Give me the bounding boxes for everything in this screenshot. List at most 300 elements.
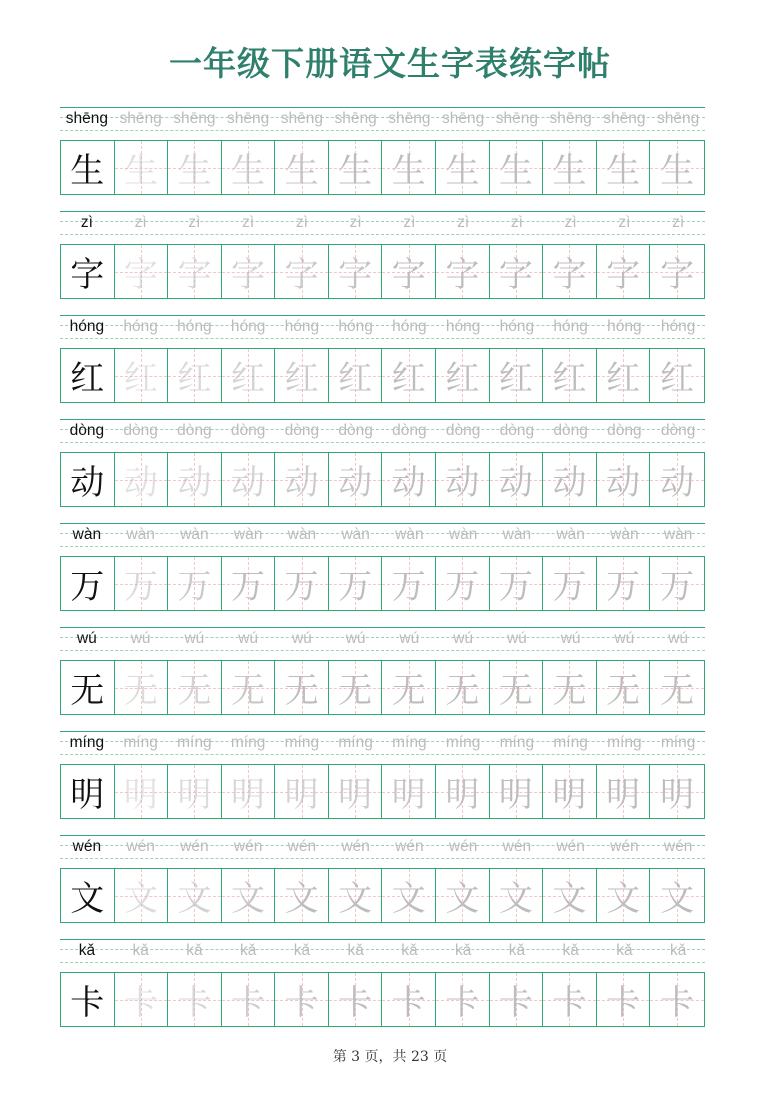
pinyin-label: wén [180, 838, 209, 855]
char-glyph: 明 [660, 775, 695, 815]
trace-cell[interactable] [168, 453, 222, 506]
pinyin-label: hóng [445, 318, 481, 335]
trace-cell[interactable] [490, 973, 544, 1026]
trace-cell[interactable] [115, 765, 169, 818]
trace-cell[interactable] [382, 661, 436, 714]
char-glyph: 动 [177, 463, 212, 503]
pinyin-label: kǎ [347, 942, 364, 959]
trace-cell[interactable] [597, 869, 651, 922]
pinyin-label: kǎ [669, 942, 687, 959]
char-glyph: 文 [498, 879, 533, 919]
char-glyph: 动 [338, 463, 373, 503]
pinyin-label: shēng [119, 110, 162, 127]
pinyin-label: hóng [553, 318, 588, 335]
trace-cell[interactable] [382, 349, 436, 402]
trace-cell[interactable] [650, 869, 704, 922]
char-glyph: 无 [70, 671, 105, 711]
char-glyph: 字 [391, 255, 426, 295]
pinyin-label: kǎ [186, 942, 203, 959]
trace-cell[interactable] [168, 661, 222, 714]
char-glyph: 字 [284, 255, 319, 295]
pinyin-label: hóng [230, 318, 266, 335]
trace-cell[interactable] [275, 453, 329, 506]
page-title: 一年级下册语文生字表练字帖 [169, 44, 611, 83]
char-glyph: 生 [231, 151, 266, 191]
model-cell [61, 765, 115, 818]
char-glyph: 生 [70, 151, 105, 191]
char-section-0 [60, 107, 705, 199]
char-glyph: 明 [123, 775, 158, 815]
writing-grid [60, 140, 705, 195]
trace-cell[interactable] [490, 661, 544, 714]
pinyin-label: wén [610, 838, 639, 855]
trace-cell[interactable] [543, 557, 597, 610]
char-glyph: 无 [284, 671, 319, 711]
char-glyph: 生 [123, 151, 158, 191]
writing-grid [60, 556, 705, 611]
char-glyph: 万 [498, 567, 533, 607]
trace-cell[interactable] [650, 141, 704, 194]
pinyin-label: dòng [338, 422, 373, 439]
trace-cell[interactable] [168, 245, 222, 298]
pinyin-label: dòng [123, 422, 158, 439]
char-glyph: 万 [231, 567, 266, 607]
pinyin-label: wén [126, 838, 155, 855]
pinyin-label: shēng [227, 110, 270, 127]
trace-cell[interactable] [597, 973, 651, 1026]
trace-cell[interactable] [168, 557, 222, 610]
trace-cell[interactable] [329, 765, 383, 818]
pinyin-label: hóng [338, 318, 373, 335]
char-glyph: 红 [445, 359, 480, 399]
pinyin-label: míng [338, 734, 373, 751]
trace-cell[interactable] [329, 661, 383, 714]
char-glyph: 卡 [123, 983, 158, 1023]
trace-cell[interactable] [382, 869, 436, 922]
trace-cell[interactable] [115, 869, 169, 922]
char-glyph: 生 [552, 151, 587, 191]
char-glyph: 明 [231, 775, 266, 815]
char-glyph: 动 [498, 463, 533, 503]
char-glyph: 红 [123, 359, 158, 399]
pinyin-label: zì [403, 214, 416, 231]
trace-cell[interactable] [436, 245, 490, 298]
trace-cell[interactable] [597, 141, 651, 194]
char-glyph: 卡 [284, 983, 319, 1023]
pinyin-label: wàn [556, 526, 585, 543]
char-glyph: 文 [123, 879, 158, 919]
pinyin-label: wén [556, 838, 585, 855]
pinyin-row [60, 110, 705, 128]
char-glyph: 生 [177, 151, 212, 191]
trace-cell[interactable] [222, 557, 276, 610]
pinyin-row [60, 734, 705, 752]
pinyin-label: wén [502, 838, 532, 855]
trace-cell[interactable] [382, 973, 436, 1026]
pinyin-label: wén [663, 838, 693, 855]
trace-cell[interactable] [543, 245, 597, 298]
trace-cell[interactable] [329, 557, 383, 610]
char-section-5 [60, 627, 705, 719]
char-glyph: 万 [123, 567, 158, 607]
char-glyph: 卡 [177, 983, 212, 1023]
char-glyph: 字 [445, 255, 480, 295]
trace-cell[interactable] [597, 453, 651, 506]
char-section-1 [60, 211, 705, 303]
writing-grid [60, 452, 705, 507]
trace-cell[interactable] [275, 141, 329, 194]
char-glyph: 卡 [552, 983, 587, 1023]
pinyin-label: wén [233, 838, 263, 855]
pinyin-label: míng [445, 734, 481, 751]
char-glyph: 万 [552, 567, 587, 607]
trace-cell[interactable] [329, 453, 383, 506]
model-cell [61, 973, 115, 1026]
trace-cell[interactable] [436, 557, 490, 610]
trace-cell[interactable] [490, 765, 544, 818]
char-glyph: 红 [606, 359, 641, 399]
char-glyph: 卡 [498, 983, 533, 1023]
char-glyph: 万 [391, 567, 426, 607]
pinyin-label: hóng [177, 318, 212, 335]
pinyin-label: wú [291, 630, 312, 647]
char-glyph: 生 [284, 151, 319, 191]
trace-cell[interactable] [436, 349, 490, 402]
char-glyph: 万 [70, 567, 105, 607]
char-glyph: 文 [552, 879, 587, 919]
char-glyph: 生 [338, 151, 373, 191]
char-section-2 [60, 315, 705, 407]
char-glyph: 无 [552, 671, 587, 711]
trace-cell[interactable] [168, 349, 222, 402]
char-glyph: 文 [284, 879, 319, 919]
writing-grid [60, 348, 705, 403]
pinyin-row [60, 838, 705, 856]
char-glyph: 无 [660, 671, 695, 711]
char-glyph: 红 [177, 359, 212, 399]
trace-cell[interactable] [329, 973, 383, 1026]
pinyin-label: hóng [284, 318, 320, 335]
trace-cell[interactable] [329, 245, 383, 298]
char-glyph: 动 [660, 463, 695, 503]
pinyin-label: zì [618, 214, 631, 231]
pinyin-label: wàn [502, 526, 532, 543]
trace-cell[interactable] [222, 661, 276, 714]
pinyin-label: wàn [126, 526, 155, 543]
pinyin-label: hóng [607, 318, 642, 335]
pinyin-label: míng [123, 734, 158, 751]
trace-cell[interactable] [115, 349, 169, 402]
char-glyph: 字 [231, 255, 266, 295]
char-glyph: 明 [445, 775, 480, 815]
trace-cell[interactable] [329, 141, 383, 194]
trace-cell[interactable] [543, 869, 597, 922]
model-cell [61, 557, 115, 610]
pinyin-label: wén [341, 838, 370, 855]
trace-cell[interactable] [490, 141, 544, 194]
trace-cell[interactable] [275, 661, 329, 714]
pinyin-label: dòng [660, 422, 696, 439]
char-glyph: 红 [552, 359, 587, 399]
trace-cell[interactable] [168, 765, 222, 818]
trace-cell[interactable] [436, 661, 490, 714]
char-glyph: 文 [660, 879, 695, 919]
char-glyph: 卡 [70, 983, 105, 1023]
trace-cell[interactable] [222, 141, 276, 194]
pinyin-label: hóng [499, 318, 535, 335]
pinyin-label: shēng [549, 110, 592, 127]
writing-grid [60, 660, 705, 715]
trace-cell[interactable] [168, 141, 222, 194]
char-glyph: 卡 [338, 983, 373, 1023]
pinyin-label: wú [76, 630, 97, 647]
pinyin-label: wàn [287, 526, 317, 543]
trace-cell[interactable] [490, 245, 544, 298]
pinyin-label: wén [395, 838, 424, 855]
trace-cell[interactable] [650, 453, 704, 506]
trace-cell[interactable] [650, 973, 704, 1026]
trace-cell[interactable] [222, 869, 276, 922]
pinyin-label: shēng [173, 110, 216, 127]
char-glyph: 红 [391, 359, 426, 399]
pinyin-label: míng [392, 734, 427, 751]
char-glyph: 明 [70, 775, 105, 815]
pinyin-label: dòng [69, 422, 105, 439]
pinyin-label: kǎ [239, 942, 257, 959]
pinyin-label: kǎ [293, 942, 311, 959]
char-glyph: 红 [498, 359, 533, 399]
trace-cell[interactable] [382, 557, 436, 610]
trace-cell[interactable] [436, 141, 490, 194]
char-glyph: 卡 [660, 983, 695, 1023]
char-glyph: 文 [70, 879, 105, 919]
trace-cell[interactable] [329, 869, 383, 922]
char-glyph: 明 [498, 775, 533, 815]
pinyin-label: wàn [610, 526, 639, 543]
trace-cell[interactable] [650, 765, 704, 818]
char-glyph: 文 [445, 879, 480, 919]
trace-cell[interactable] [382, 245, 436, 298]
writing-grid [60, 868, 705, 923]
trace-cell[interactable] [115, 453, 169, 506]
trace-cell[interactable] [543, 765, 597, 818]
pinyin-label: wàn [233, 526, 263, 543]
char-glyph: 明 [552, 775, 587, 815]
trace-cell[interactable] [597, 661, 651, 714]
char-glyph: 万 [660, 567, 695, 607]
pinyin-label: zì [564, 214, 577, 231]
pinyin-label: míng [284, 734, 320, 751]
char-glyph: 字 [338, 255, 373, 295]
trace-cell[interactable] [275, 245, 329, 298]
char-glyph: 无 [231, 671, 266, 711]
pinyin-label: shēng [280, 110, 323, 127]
trace-cell[interactable] [222, 245, 276, 298]
trace-cell[interactable] [222, 765, 276, 818]
char-glyph: 动 [606, 463, 641, 503]
char-glyph: 生 [660, 151, 695, 191]
trace-cell[interactable] [436, 453, 490, 506]
pinyin-label: zì [349, 214, 362, 231]
trace-cell[interactable] [329, 349, 383, 402]
pinyin-label: wén [72, 838, 102, 855]
char-glyph: 明 [391, 775, 426, 815]
char-glyph: 卡 [606, 983, 641, 1023]
trace-cell[interactable] [115, 245, 169, 298]
model-cell [61, 245, 115, 298]
trace-cell[interactable] [382, 453, 436, 506]
pinyin-label: kǎ [78, 942, 96, 959]
char-section-6 [60, 731, 705, 823]
pinyin-label: hóng [123, 318, 158, 335]
pinyin-label: míng [607, 734, 642, 751]
pinyin-label: wú [506, 630, 527, 647]
trace-cell[interactable] [382, 141, 436, 194]
trace-cell[interactable] [650, 557, 704, 610]
pinyin-label: zì [134, 214, 147, 231]
pinyin-label: kǎ [132, 942, 149, 959]
writing-grid [60, 244, 705, 299]
pinyin-label: shēng [442, 110, 485, 127]
char-glyph: 动 [70, 463, 105, 503]
char-section-7 [60, 835, 705, 927]
char-glyph: 生 [445, 151, 480, 191]
trace-cell[interactable] [275, 765, 329, 818]
char-section-3 [60, 419, 705, 511]
trace-cell[interactable] [436, 765, 490, 818]
char-glyph: 红 [660, 359, 695, 399]
trace-cell[interactable] [115, 141, 169, 194]
pinyin-label: wén [287, 838, 317, 855]
char-glyph: 卡 [391, 983, 426, 1023]
char-glyph: 万 [606, 567, 641, 607]
char-glyph: 文 [177, 879, 212, 919]
char-glyph: 生 [498, 151, 533, 191]
char-glyph: 明 [338, 775, 373, 815]
pinyin-label: zì [510, 214, 523, 231]
pinyin-label: zì [295, 214, 308, 231]
char-glyph: 字 [660, 255, 695, 295]
trace-cell[interactable] [275, 557, 329, 610]
char-glyph: 文 [391, 879, 426, 919]
trace-cell[interactable] [168, 973, 222, 1026]
pinyin-label: kǎ [616, 942, 633, 959]
char-glyph: 文 [606, 879, 641, 919]
trace-cell[interactable] [490, 349, 544, 402]
char-glyph: 卡 [231, 983, 266, 1023]
pinyin-label: wú [238, 630, 259, 647]
pinyin-label: wàn [663, 526, 693, 543]
pinyin-row [60, 214, 705, 232]
pinyin-label: dòng [607, 422, 642, 439]
pinyin-label: dòng [499, 422, 535, 439]
char-glyph: 无 [338, 671, 373, 711]
pinyin-row [60, 942, 705, 960]
trace-cell[interactable] [168, 869, 222, 922]
trace-cell[interactable] [436, 869, 490, 922]
char-glyph: 明 [284, 775, 319, 815]
pinyin-label: shēng [603, 110, 646, 127]
char-glyph: 无 [123, 671, 158, 711]
pinyin-label: shēng [388, 110, 431, 127]
trace-cell[interactable] [222, 973, 276, 1026]
pinyin-label: shēng [495, 110, 538, 127]
pinyin-label: dòng [177, 422, 212, 439]
trace-cell[interactable] [650, 661, 704, 714]
pinyin-label: kǎ [508, 942, 526, 959]
char-glyph: 万 [284, 567, 319, 607]
pinyin-label: dòng [284, 422, 320, 439]
trace-cell[interactable] [382, 765, 436, 818]
pinyin-label: míng [177, 734, 212, 751]
trace-cell[interactable] [222, 453, 276, 506]
model-cell [61, 661, 115, 714]
pinyin-label: wú [184, 630, 205, 647]
trace-cell[interactable] [597, 245, 651, 298]
trace-cell[interactable] [597, 557, 651, 610]
writing-grid [60, 972, 705, 1027]
trace-cell[interactable] [115, 557, 169, 610]
trace-cell[interactable] [490, 453, 544, 506]
trace-cell[interactable] [650, 245, 704, 298]
trace-cell[interactable] [543, 141, 597, 194]
trace-cell[interactable] [543, 973, 597, 1026]
trace-cell[interactable] [597, 349, 651, 402]
trace-cell[interactable] [543, 661, 597, 714]
pinyin-label: wú [668, 630, 689, 647]
pinyin-label: kǎ [562, 942, 579, 959]
trace-cell[interactable] [543, 349, 597, 402]
char-glyph: 字 [498, 255, 533, 295]
trace-cell[interactable] [490, 557, 544, 610]
pinyin-label: míng [499, 734, 535, 751]
page-footer: 第 3 页，共 23 页 [332, 1049, 448, 1065]
char-glyph: 无 [391, 671, 426, 711]
char-glyph: 文 [231, 879, 266, 919]
trace-cell[interactable] [275, 973, 329, 1026]
trace-cell[interactable] [597, 765, 651, 818]
char-glyph: 动 [284, 463, 319, 503]
char-glyph: 无 [445, 671, 480, 711]
pinyin-label: wàn [341, 526, 370, 543]
trace-cell[interactable] [115, 661, 169, 714]
char-glyph: 字 [177, 255, 212, 295]
pinyin-row [60, 318, 705, 336]
char-section-4 [60, 523, 705, 615]
trace-cell[interactable] [222, 349, 276, 402]
char-glyph: 生 [391, 151, 426, 191]
trace-cell[interactable] [490, 869, 544, 922]
pinyin-label: hóng [660, 318, 696, 335]
trace-cell[interactable] [650, 349, 704, 402]
trace-cell[interactable] [543, 453, 597, 506]
trace-cell[interactable] [436, 973, 490, 1026]
char-glyph: 万 [338, 567, 373, 607]
pinyin-label: kǎ [454, 942, 472, 959]
char-glyph: 万 [445, 567, 480, 607]
trace-cell[interactable] [275, 349, 329, 402]
pinyin-label: wàn [180, 526, 209, 543]
trace-cell[interactable] [115, 973, 169, 1026]
pinyin-row [60, 422, 705, 440]
pinyin-label: wàn [448, 526, 478, 543]
pinyin-label: wú [130, 630, 151, 647]
char-glyph: 红 [70, 359, 105, 399]
pinyin-label: zì [80, 214, 93, 231]
trace-cell[interactable] [275, 869, 329, 922]
pinyin-label: hóng [392, 318, 427, 335]
pinyin-label: wú [453, 630, 474, 647]
